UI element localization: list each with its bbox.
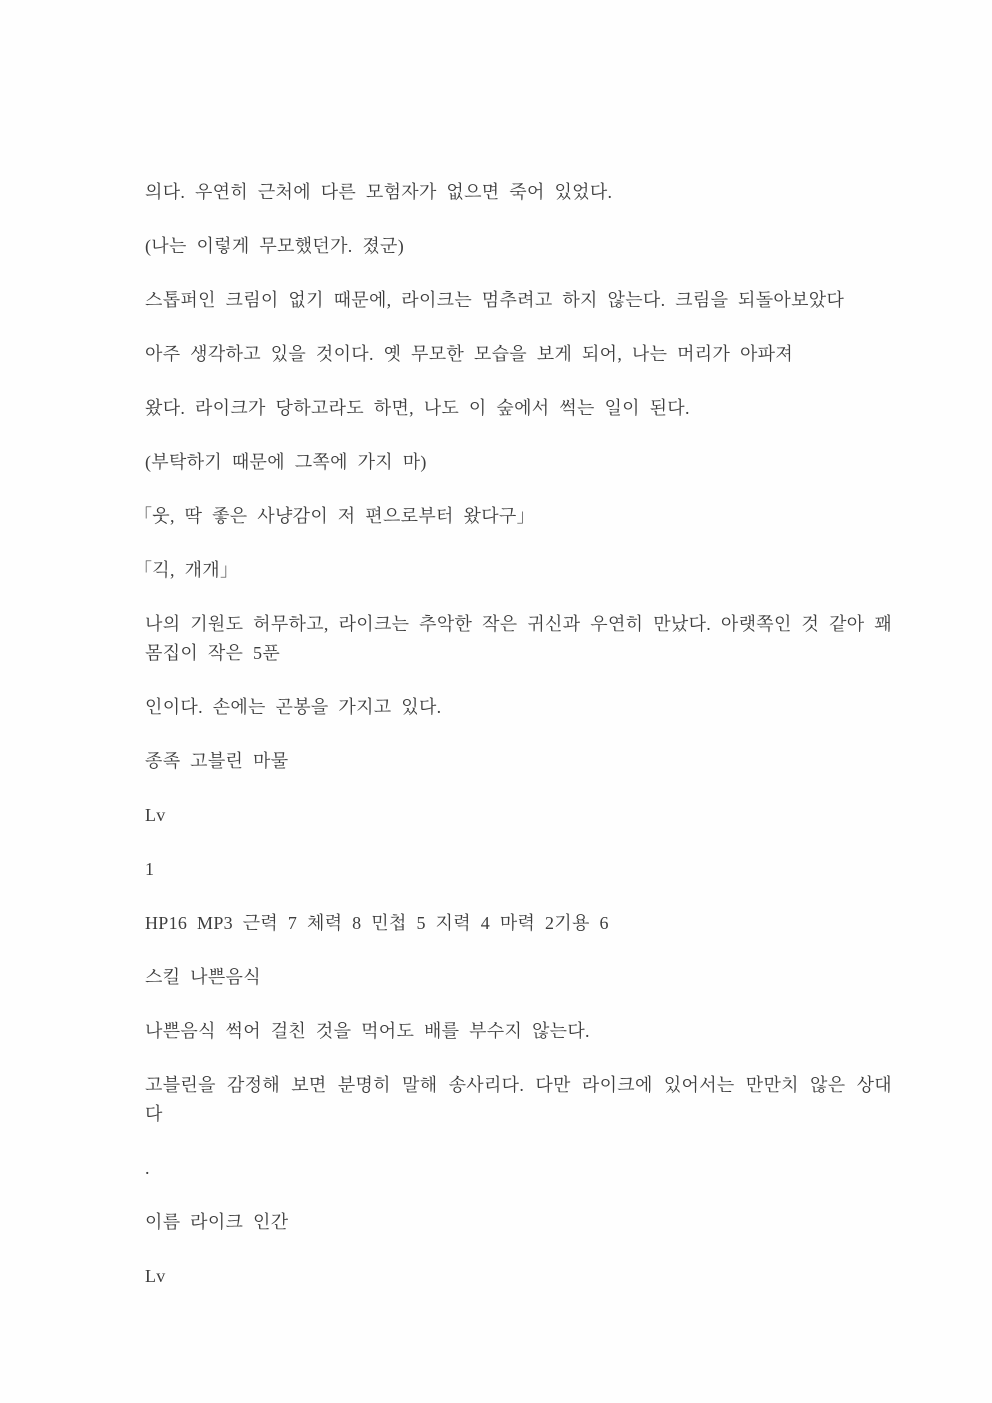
stat-race-line: 종족 고블린 마물 xyxy=(145,751,289,771)
document-body xyxy=(134,178,892,1291)
paragraph: (나는 이렇게 무모했던가. 졌군) xyxy=(145,236,405,256)
paragraph: 인이다. 손에는 곤봉을 가지고 있다. xyxy=(145,697,442,717)
stat-level-label: Lv xyxy=(145,805,166,825)
stat-name-line: 이름 라이크 인간 xyxy=(145,1212,289,1232)
paragraph: 나의 기원도 허무하고, 라이크는 추악한 작은 귀신과 우연히 만났다. 아랫쪽인 것 같아 꽤 몸집이 작은 5푼 xyxy=(145,614,892,663)
paragraph: 의다. 우연히 근처에 다른 모험자가 없으면 죽어 있었다. xyxy=(145,182,613,202)
dialogue-paragraph: 「웃, 딱 좋은 사냥감이 저 편으로부터 왔다구」 xyxy=(134,506,535,526)
skill-description: 나쁜음식 썩어 걸친 것을 먹어도 배를 부수지 않는다. xyxy=(145,1021,590,1041)
dialogue-paragraph: 「긱, 개개」 xyxy=(134,560,239,580)
paragraph: (부탁하기 때문에 그쪽에 가지 마) xyxy=(145,452,427,472)
stat-level-label: Lv xyxy=(145,1266,166,1286)
stat-skill-line: 스킬 나쁜음식 xyxy=(145,967,261,987)
paragraph: 스톱퍼인 크림이 없기 때문에, 라이크는 멈추려고 하지 않는다. 크림을 되돌아보았다 xyxy=(145,290,845,310)
paragraph: . xyxy=(145,1158,150,1178)
paragraph: 고블린을 감정해 보면 분명히 말해 송사리다. 다만 라이크에 있어서는 만만치 않은 상대다 xyxy=(145,1075,892,1124)
stat-level-value: 1 xyxy=(145,859,155,879)
stat-attributes-line: HP16 MP3 근력 7 체력 8 민첩 5 지력 4 마력 2기용 6 xyxy=(145,913,609,933)
paragraph: 아주 생각하고 있을 것이다. 옛 무모한 모습을 보게 되어, 나는 머리가 아파져 xyxy=(145,344,794,364)
paragraph: 왔다. 라이크가 당하고라도 하면, 나도 이 숲에서 썩는 일이 된다. xyxy=(145,398,690,418)
